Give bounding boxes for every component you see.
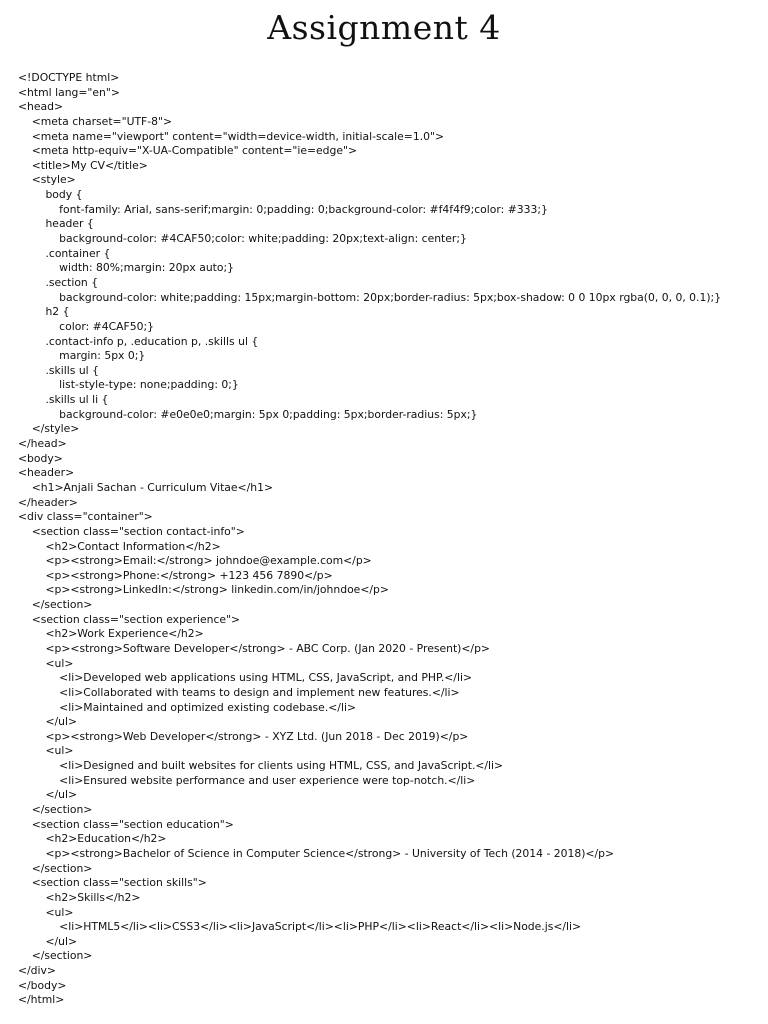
code-line: <head> [18,100,64,114]
code-line: <div class="container"> [18,510,153,524]
code-line: </body> [18,978,67,992]
code-line: <p><strong>Software Developer</strong> - ABC Corp. (Jan 2020 - Present)</p> [18,641,490,655]
code-line: <h2>Education</h2> [18,832,167,846]
code-line: <header> [18,466,75,480]
code-line: .container { [18,246,111,260]
code-line: font-family: Arial, sans-serif;margin: 0;padding: 0;background-color: #f4f4f9;color: #333;} [18,202,548,216]
page-title: Assignment 4 [267,8,501,47]
code-line: <html lang="en"> [18,85,120,99]
code-line: <ul> [18,744,74,758]
code-line: <p><strong>Phone:</strong> +123 456 7890</p> [18,568,333,582]
code-line: <p><strong>Email:</strong> johndoe@example.com</p> [18,554,372,568]
code-line: <li>Collaborated with teams to design and implement new features.</li> [18,685,460,699]
code-line: </ul> [18,934,78,948]
code-line: <h2>Contact Information</h2> [18,539,221,553]
code-line: <section class="section experience"> [18,612,241,626]
code-line: background-color: white;padding: 15px;margin-bottom: 20px;border-radius: 5px;box-shadow: 0 0 10px rgba(0, 0, 0, 0.1);} [18,290,722,304]
code-line: background-color: #e0e0e0;margin: 5px 0;padding: 5px;border-radius: 5px;} [18,407,478,421]
code-line: background-color: #4CAF50;color: white;padding: 20px;text-align: center;} [18,232,467,246]
code-line: </ul> [18,788,78,802]
code-line: <ul> [18,656,74,670]
code-line: color: #4CAF50;} [18,319,154,333]
code-line: .skills ul { [18,363,99,377]
code-line: body { [18,188,83,202]
code-line: </html> [18,993,65,1007]
code-line: list-style-type: none;padding: 0;} [18,378,239,392]
code-line: .section { [18,275,99,289]
code-line: <body> [18,451,63,465]
code-line: <li>HTML5</li><li>CSS3</li><li>JavaScript</li><li>PHP</li><li>React</li><li>Node.js</li> [18,920,582,934]
code-line: h2 { [18,305,70,319]
code-line: margin: 5px 0;} [18,349,146,363]
code-line: </section> [18,949,93,963]
code-line: </section> [18,598,93,612]
code-line: <li>Maintained and optimized existing codebase.</li> [18,700,356,714]
code-line: <section class="section contact-info"> [18,524,245,538]
code-line: .contact-info p, .education p, .skills ul { [18,334,259,348]
code-line: <!DOCTYPE html> [18,71,120,84]
code-line: <li>Designed and built websites for clients using HTML, CSS, and JavaScript.</li> [18,759,504,773]
code-listing [18,71,758,1008]
code-line: <ul> [18,905,74,919]
code-line: </section> [18,861,93,875]
code-line: .skills ul li { [18,393,109,407]
code-line: <section class="section education"> [18,817,234,831]
code-line: </header> [18,495,78,509]
code-line: <p><strong>Bachelor of Science in Computer Science</strong> - University of Tech (2014 - 2018)</p> [18,846,615,860]
code-line: <title>My CV</title> [18,158,148,172]
code-line: <h2>Skills</h2> [18,890,141,904]
code-line: <h1>Anjali Sachan - Curriculum Vitae</h1> [18,480,274,494]
code-line: <meta http-equiv="X-UA-Compatible" content="ie=edge"> [18,144,358,158]
code-line: </style> [18,422,80,436]
code-line: <style> [18,173,76,187]
code-line: <li>Ensured website performance and user experience were top-notch.</li> [18,773,476,787]
code-line: </div> [18,964,56,978]
code-line: <p><strong>Web Developer</strong> - XYZ Ltd. (Jun 2018 - Dec 2019)</p> [18,729,469,743]
code-line: <li>Developed web applications using HTML, CSS, JavaScript, and PHP.</li> [18,671,472,685]
code-line: </ul> [18,715,78,729]
code-line: <h2>Work Experience</h2> [18,627,204,641]
code-line: </head> [18,437,67,451]
code-line: header { [18,217,94,231]
code-line: <meta charset="UTF-8"> [18,114,173,128]
code-line: <meta name="viewport" content="width=device-width, initial-scale=1.0"> [18,129,445,143]
code-line: <section class="section skills"> [18,876,207,890]
code-line: <p><strong>LinkedIn:</strong> linkedin.com/in/johndoe</p> [18,583,389,597]
code-line: </section> [18,803,93,817]
code-line: width: 80%;margin: 20px auto;} [18,261,235,275]
